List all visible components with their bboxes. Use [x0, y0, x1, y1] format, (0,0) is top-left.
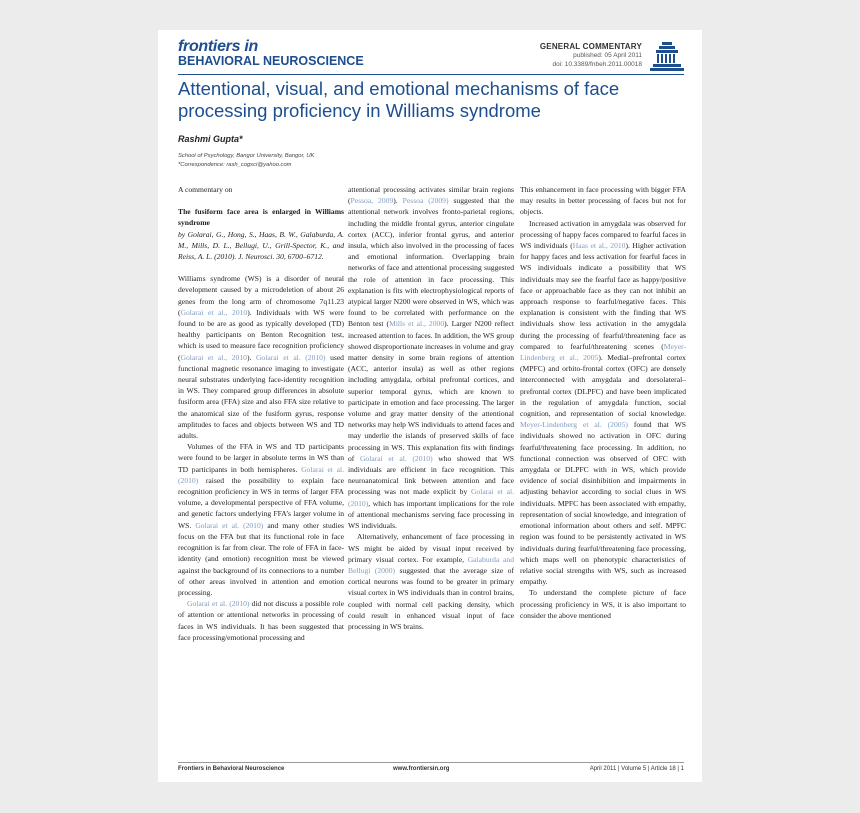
paragraph: attentional processing activates similar brain regions (Pessoa, 2009). Pessoa (2009) suggested that the attentional network involves fronto-parietal regions, including the middle frontal gyrus, anterior cingulate cortex (ACC), inferior frontal gyrus, and anterior insula, which also involved in the processing of faces and emotional information. Overlapping brain networks of face and attentional processing suggested the role of attention in face processing. This explanation is fits with electrophysiological reports of atypical larger N200 were observed in WS, which was found to be correlated with performance on the Benton test (Mills et al., 2000). Larger N200 reflect increased attention to faces. In addition, the WS group showed disproportionate increases in volume and gray matter density in some brain regions of attention (ACC, anterior insula) as well as other regions including amygdala, orbital prefrontal cortices, and superior temporal gyrus, which are known to participate in emotion and face processing. The larger volume and gray matter density of the attentional networks may help WS individuals to attend faces and may underlie the islands of preserved skills of face processing in WS. This explanation fits with findings of Golarai et al. (2010) who showed that WS individuals are efficient in face recognition. This neuroanatomical link between attention and face processing was not made explicit by Golarai et al. (2010), which has important implications for the role of attentional mechanisms serving face processing in WS individuals.: [348, 185, 514, 531]
citation-link[interactable]: Golarai et al., 2010: [180, 307, 248, 317]
commentary-kicker: A commentary on: [178, 185, 233, 194]
citation-link[interactable]: Golarai et al., 2010: [180, 352, 247, 362]
citation-link[interactable]: Mills et al., 2000: [389, 319, 445, 329]
footer-journal: Frontiers in Behavioral Neuroscience: [178, 766, 285, 772]
citation-link[interactable]: Galaburda and Bellugi (2000): [348, 554, 514, 575]
page-footer: [178, 762, 684, 772]
journal-name-line2: BEHAVIORAL NEUROSCIENCE: [178, 54, 364, 68]
article-title: Attentional, visual, and emotional mechanisms of face processing proficiency in Williams syndrome: [178, 78, 620, 121]
citation-link[interactable]: Meyer-Lindenberg et al., 2005: [520, 341, 686, 363]
citation-link[interactable]: Pessoa (2009): [402, 196, 449, 206]
citation-link[interactable]: Golarai et al. (2010): [255, 352, 326, 362]
citation-link[interactable]: Haas et al., 2010: [572, 241, 626, 251]
footer-issue-info: April 2011 | Volume 5 | Article 18 | 1: [589, 766, 684, 772]
journal-logo[interactable]: [178, 39, 364, 68]
commented-article-reference: by Golarai, G., Hong, S., Haas, B. W., Galaburda, A. M., Mills, D. L., Bellugi, U., Grill-Spector, K., and Reiss, A. L. (2010). J. Neurosci. 30, 6700–6712.: [178, 229, 344, 262]
paragraph: To understand the complete picture of face processing proficiency in WS, it is also important to consider the above mentioned: [520, 588, 686, 620]
affiliation: [178, 152, 314, 170]
citation-link[interactable]: Golarai et al. (2010): [359, 453, 433, 463]
footer-website-link[interactable]: www.frontiersin.org: [393, 766, 450, 772]
text-column-1: [178, 184, 344, 643]
frontiers-building-icon: [650, 40, 684, 72]
correspondence-text: *Correspondence: rash_cogsci@yahoo.com: [178, 162, 292, 168]
commented-article-title: The fusiform face area is enlarged in Williams syndrome: [178, 207, 344, 228]
published-date: published: 05 April 2011: [573, 52, 642, 59]
citation-link[interactable]: Pessoa, 2009: [350, 196, 394, 206]
text-column-2: [348, 184, 514, 632]
citation-link[interactable]: Golarai et al. (2010): [195, 520, 264, 530]
paragraph: Alternatively, enhancement of face processing in WS might be aided by visual input received by primary visual cortex. For example, Galaburda and Bellugi (2000) suggested that the average size of cortical neurons was found to be greater in primary visual cortex in WS individuals than in control brains, coupled with normal cell packing density, which could result in enhanced visual input of face processing in WS brains.: [348, 532, 514, 631]
paragraph: Increased activation in amygdala was observed for processing of happy faces compared to fearful faces in WS individuals (Haas et al., 2010). Higher activation for happy faces and less activation for fearful faces in WS individuals indicate a possibility that WS individuals may see the fearful face as happy/positive face or approachable face as they can not inhibit an approach response to fearful/negative faces. This explanation is consistent with the finding that WS individuals show less activation in the amygdala during the processing of fearful/threatening face as compared to fearful/threatening scenes (Meyer-Lindenberg et al., 2005). Medial–prefrontal cortex (MPFC) and orbito-frontal cortex (OFC) are densely interconnected with amygdala and dorsolateral–prefrontal cortex (DLPFC) and have been implicated in the regulation of amygdala function, social cognition, and representation of social knowledge. Meyer-Lindenberg et al. (2005) found that WS individuals showed no activation in OFC during fearful/threatening face processing. In addition, no functional connection was observed of OFC with amygdala or DLPFC with in WS, which provide evidence of social disinhibition and impairments in adjusting behavior according to social clues in WS individuals. MPFC has been associated with empathy, representation of social knowledge, and integration of emotional information about others and self. MPFC region was found to be persistently activated in WS individuals during fearful/threatening face processing, which maps well on phenotypic characteristics of relative social strengths with WS, such as increased empathy.: [520, 218, 686, 587]
paragraph: Williams syndrome (WS) is a disorder of neural development caused by a microdeletion of about 26 genes from the long arm of chromosome 7q11.23 (Golarai et al., 2010). Individuals with WS were found to be are as good as typically developed (TD) healthy participants on Benton Recognition test, which is used to measure face recognition proficiency (Golarai et al., 2010). Golarai et al. (2010) used functional magnetic resonance imaging to investigate neural substrates underlying face-identity recognition in WS. They compared group differences in absolute fusiform area (FFA) size and also FFA size relative to the anatomical size of the fusiform gyrus, response amplitudes to faces and objects between WS and TD adults.: [178, 274, 344, 441]
text-column-3: [520, 184, 686, 621]
paragraph: Volumes of the FFA in WS and TD participants were found to be larger in absolute terms in WS than TD participants in both hemispheres. Golarai et al. (2010) raised the possibility to explain face recognition proficiency in WS in terms of larger FFA volume, a developmental perspective of FFA volume, and genetic factors underlying FFA’s larger volume in WS. Golarai et al. (2010) and many other studies focus on the FFA but that its functional role in face recognition is far from clear. The role of FFA in face-identity (and emotion) recognition must be viewed against the background of its connections to a number of other areas involved in attention and emotion processing.: [178, 442, 344, 597]
paragraph: Golarai et al. (2010) did not discuss a possible role of attention or attentional networks in processing of faces in WS individuals. It has been suggested that face processing/emotional processing and: [178, 599, 344, 642]
paragraph: This enhancement in face processing with bigger FFA may results in better processing of faces but not for objects.: [520, 185, 686, 217]
citation-link[interactable]: Meyer-Lindenberg et al. (2005): [520, 420, 628, 430]
affiliation-text: School of Psychology, Bangor University, Bangor, UK: [178, 153, 315, 159]
article-page: [158, 30, 702, 782]
journal-name-line1: frontiers in: [178, 38, 258, 55]
article-type: GENERAL COMMENTARY: [539, 42, 642, 51]
header-rule: [178, 74, 684, 75]
article-meta: [540, 42, 642, 69]
doi-link[interactable]: doi: 10.3389/fnbeh.2011.00018: [552, 61, 642, 68]
citation-link[interactable]: Golarai et al. (2010): [187, 599, 250, 609]
citation-link[interactable]: Golarai et al. (2010): [178, 464, 344, 485]
citation-link[interactable]: Golarai et al. (2010): [348, 487, 514, 508]
author-name: Rashmi Gupta*: [178, 134, 243, 144]
